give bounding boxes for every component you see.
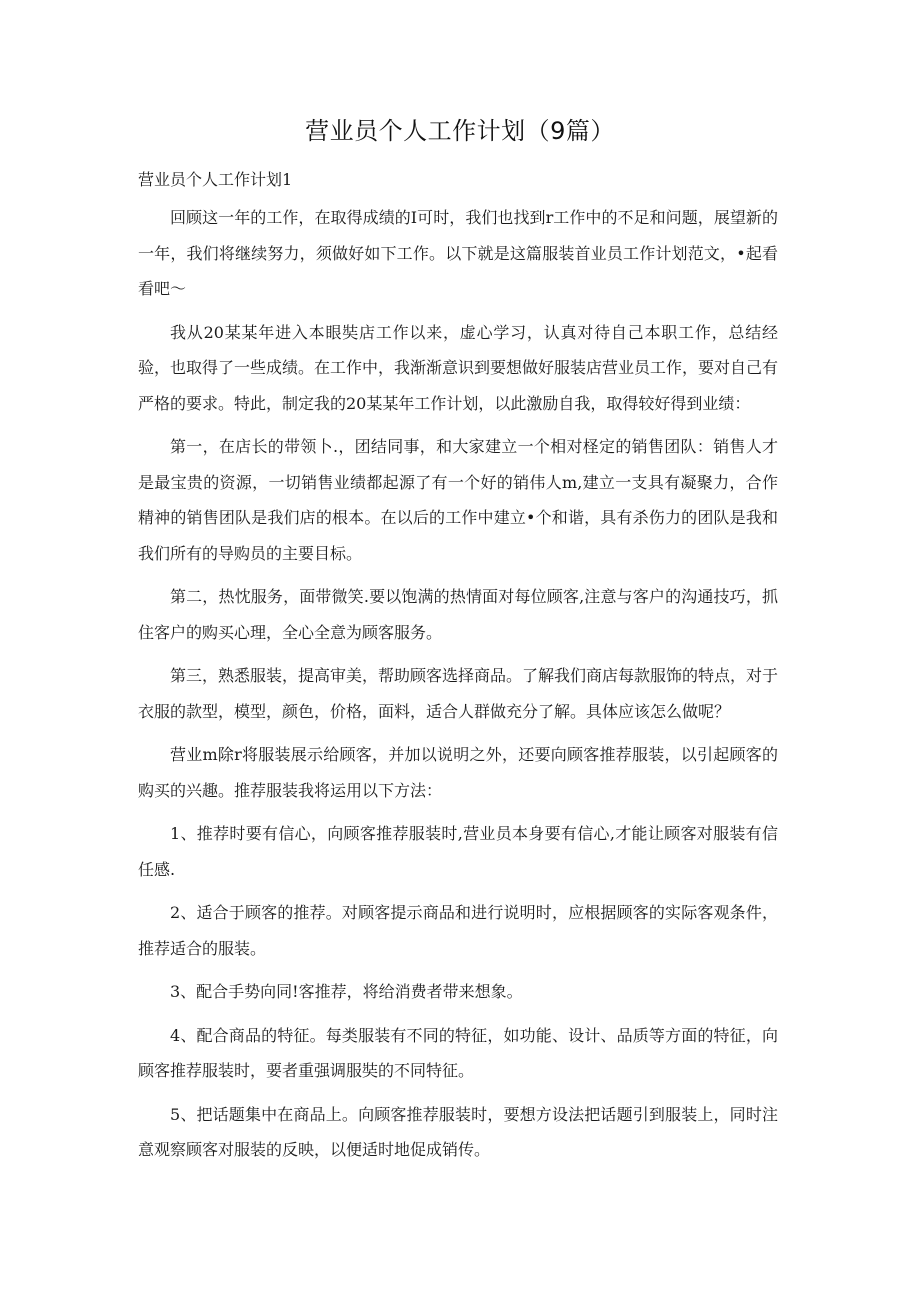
list-item-3: 3、配合手势向同!客推荐，将给消费者带来想象。 <box>170 982 523 1001</box>
list-item-1: 1、推荐时要有信心，向顾客推荐服装时,营业员本身要有信心,才能让顾客对服装有信任感. <box>138 824 778 879</box>
document-title: 营业员个人工作计划（9篇） <box>305 117 615 145</box>
list-item-5: 5、把话题集中在商品上。向顾客推荐服装时，要想方设法把话题引到服装上，同时注意观察顾客对服装的反映，以便适时地促成销传。 <box>138 1104 778 1159</box>
paragraph-background: 我从20某某年进入本眼奘店工作以来，虚心学习，认真对待自己本职工作，总结经验，也取得了一些成绩。在工作中，我渐渐意识到要想做好服装店营业员工作，要对自己有严格的要求。特此，制定我的20某某年工作计划，以此激励自我，取得较好得到业绩： <box>138 322 779 413</box>
paragraph-third: 第三，熟悉服装，提高审美，帮助顾客选择商品。了解我们商店每款服饰的特点，对于衣服的款型，模型，颜色，价格，面料，适合人群做充分了解。具体应该怎么做呢？ <box>138 666 779 721</box>
paragraph-second: 第二，热忱服务，面带微笑.要以饱满的热情面对每位顾客,注意与客户的沟通技巧，抓住客户的购买心理，全心全意为顾客服务。 <box>138 587 778 642</box>
paragraph-first: 第一，在店长的带领卜.，团结同事，和大家建立一个相对柽定的销售团队：销售人才是最宝贵的资源，一切销售业绩都起源了有一个好的销伟人m,建立一支具有凝聚力，合作精神的销售团队是我们店的根本。在以后的工作中建立•个和谐，具有杀伤力的团队是我和我们所有的导购员的主要目标。 <box>138 437 778 563</box>
list-item-2: 2、适合于顾客的推荐。对顾客提示商品和进行说明时，应根据顾客的实际客观条件，推荐适合的服装。 <box>138 903 778 958</box>
list-item-4: 4、配合商品的特征。每类服装有不同的特征，如功能、设计、品质等方面的特征，向顾客推荐服装时，要者重强调服奘的不同特征。 <box>138 1025 778 1080</box>
paragraph-recommend: 营业m除r将服装展示给顾客，并加以说明之外，还要向顾客推荐服装，以引起顾客的购买的兴趣。推荐服装我将运用以下方法： <box>138 745 778 800</box>
section-heading: 营业员个人工作计划1 <box>138 170 293 189</box>
document-body <box>138 200 778 1176</box>
paragraph-intro: 回顾这一年的工作，在取得成绩的I可时，我们也找到r工作中的不足和问题，展望新的一年，我们将继续努力，须做好如下工作。以下就是这篇服装首业员工作计划范文，•起看看吧～ <box>138 208 778 298</box>
